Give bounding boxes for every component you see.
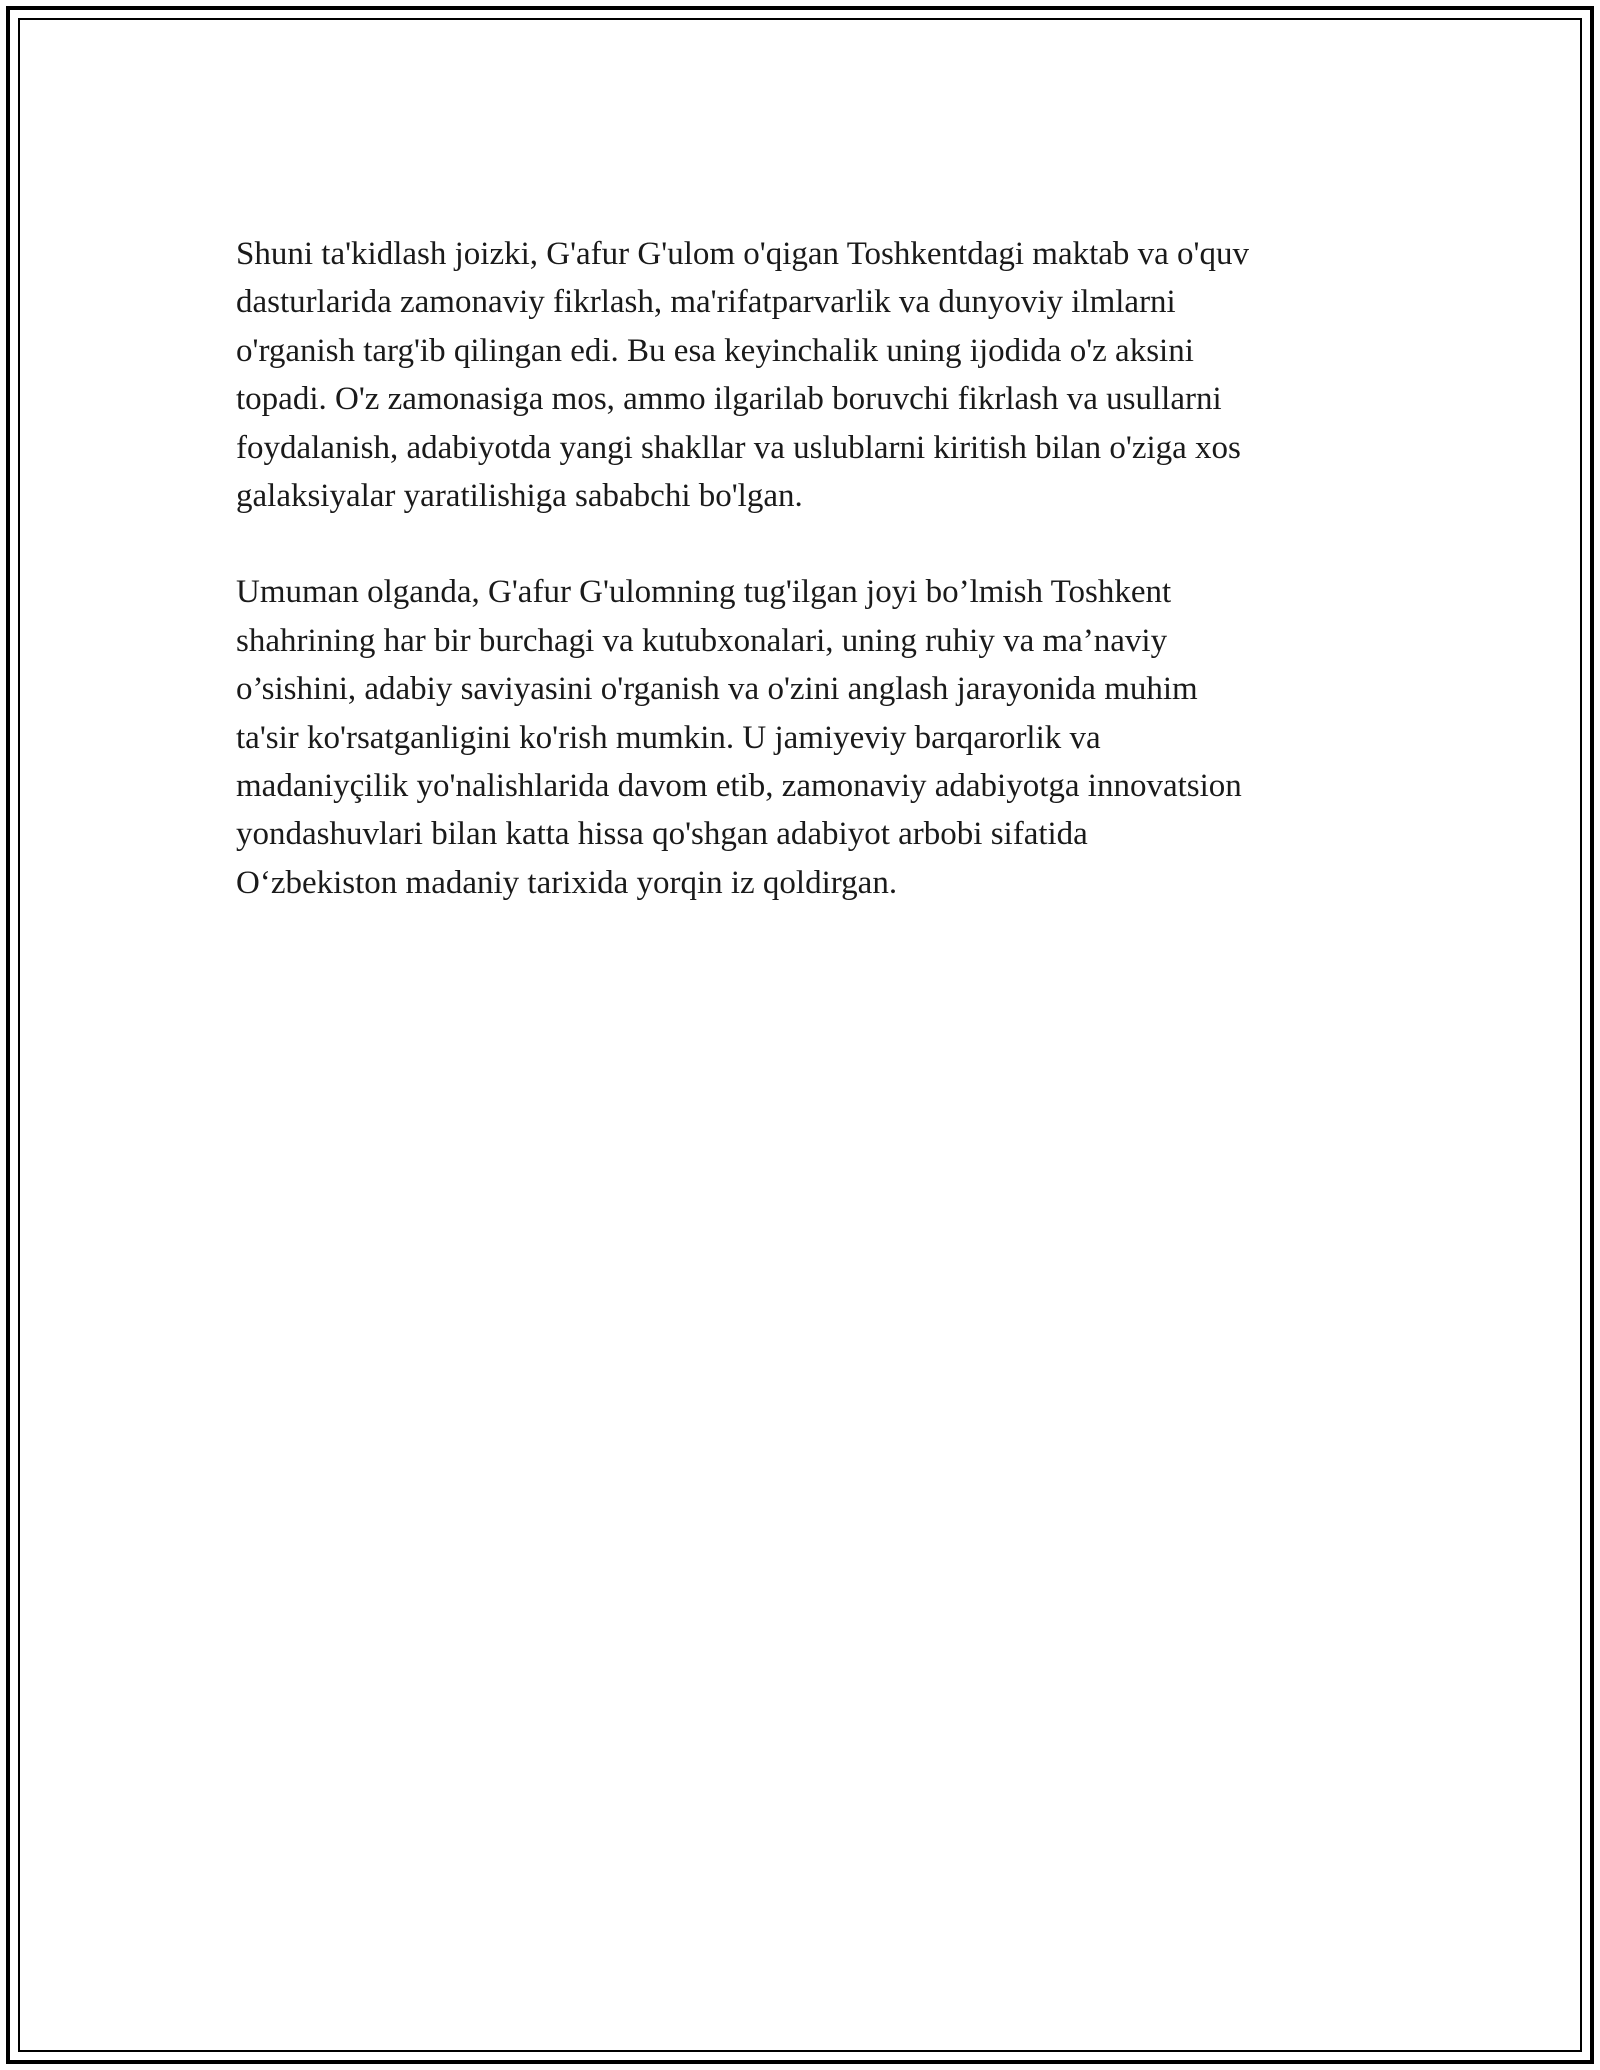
- text-line: foydalanish, adabiyotda yangi shakllar va uslublarni kiritish bilan o'ziga xos: [236, 429, 1241, 466]
- text-line: ta'sir ko'rsatganligini ko'rish mumkin. U jamiyeviy barqarorlik va: [236, 719, 1101, 756]
- text-line: yondashuvlari bilan katta hissa qo'shgan adabiyot arbobi sifatida: [236, 816, 1088, 853]
- text-line: Shuni ta'kidlash joizki, G'afur G'ulom o'qigan Toshkentdagi maktab va o'quv: [236, 236, 1249, 272]
- document-body: [236, 230, 1376, 955]
- text-line: topadi. O'z zamonasiga mos, ammo ilgarilab boruvchi fikrlash va usullarni: [236, 381, 1222, 418]
- paragraph-1: [236, 230, 1376, 520]
- text-line: dasturlarida zamonaviy fikrlash, ma'rifatparvarlik va dunyoviy ilmlarni: [236, 284, 1176, 321]
- text-line: O‘zbekiston madaniy tarixida yorqin iz qoldirgan.: [236, 864, 898, 901]
- text-line: madaniyçilik yo'nalishlarida davom etib, zamonaviy adabiyotga innovatsion: [236, 768, 1242, 805]
- paragraph-2: [236, 568, 1376, 907]
- text-line: galaksiyalar yaratilishiga sababchi bo'lgan.: [236, 478, 803, 515]
- text-line: shahrining har bir burchagi va kutubxonalari, uning ruhiy va ma’naviy: [236, 622, 1168, 659]
- text-line: o'rganish targ'ib qilingan edi. Bu esa keyinchalik uning ijodida o'z aksini: [236, 332, 1194, 369]
- text-line: o’sishini, adabiy saviyasini o'rganish va o'zini anglash jarayonida muhim: [236, 671, 1198, 708]
- text-line: Umuman olganda, G'afur G'ulomning tug'ilgan joyi bo’lmish Toshkent: [236, 574, 1172, 611]
